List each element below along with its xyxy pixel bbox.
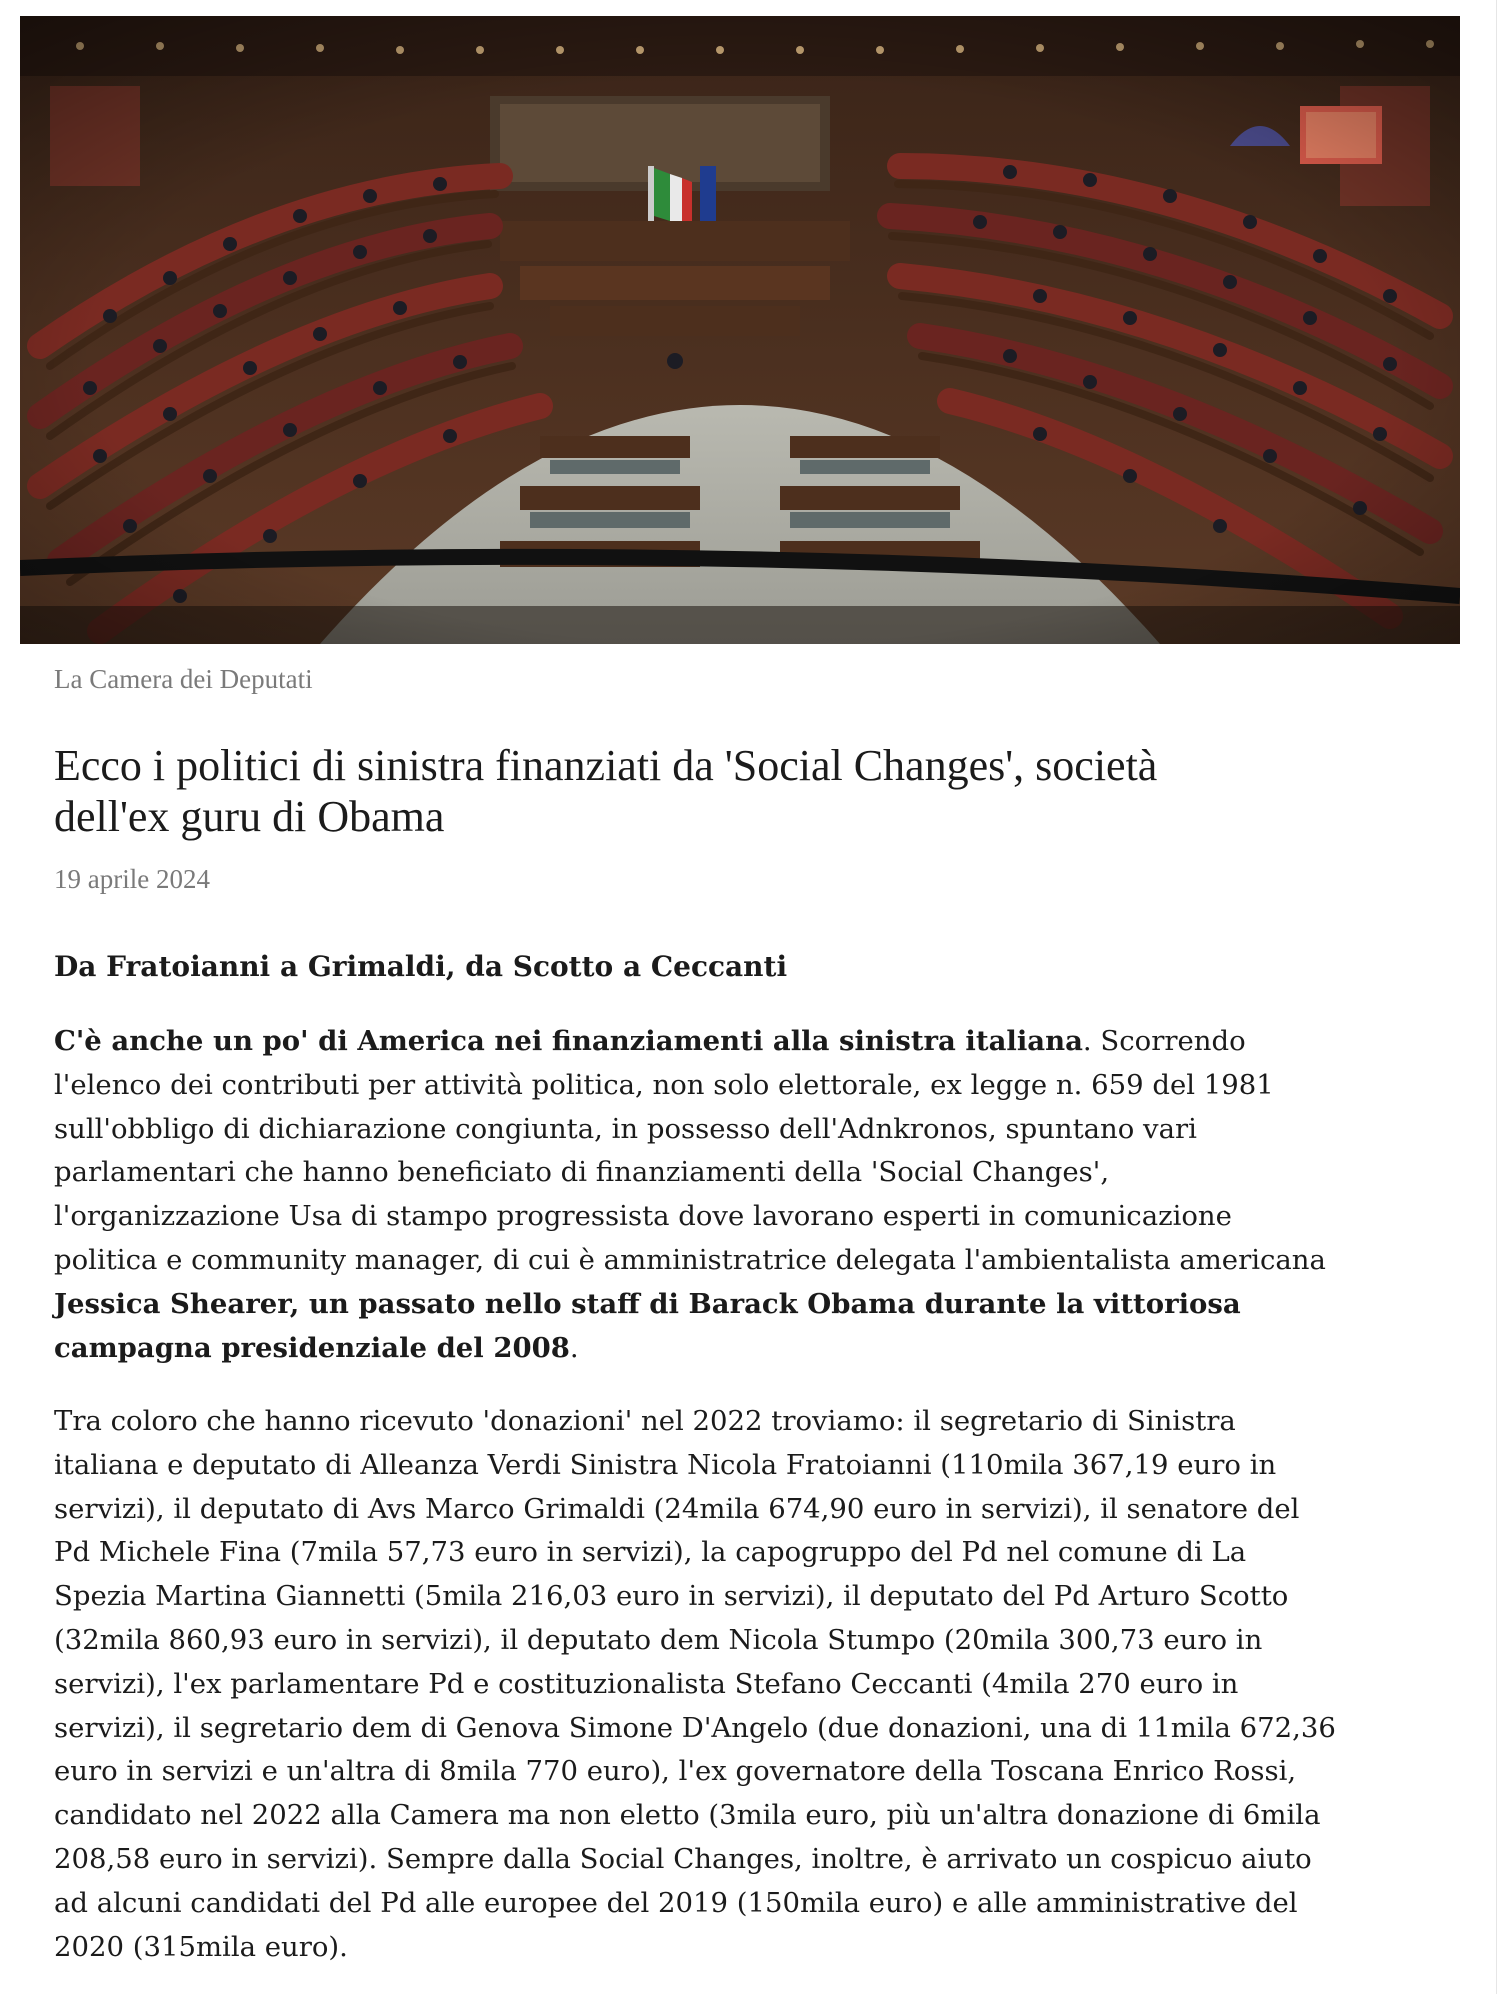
chamber-illustration	[20, 16, 1460, 644]
page-edge-divider	[1496, 0, 1497, 1994]
lead-line-rest: . Scorrendo	[1082, 1025, 1246, 1057]
paragraph-line: ad alcuni candidati del Pd alle europee del 2019 (150mila euro) e alle amministrative del	[54, 1886, 1298, 1919]
headline-line: Ecco i politici di sinistra finanziati da 'Social Changes', società	[54, 741, 1158, 790]
image-caption: La Camera dei Deputati	[54, 664, 313, 694]
article-paragraph-2	[54, 1400, 1434, 1969]
bold-tail-text: Jessica Shearer, un passato nello staff di Barack Obama durante la vittoriosa	[54, 1287, 1241, 1320]
paragraph-line	[54, 1020, 1434, 1064]
lead-bold-text: C'è anche un po' di America nei finanziamenti alla sinistra italiana	[54, 1025, 1083, 1057]
paragraph-line: parlamentari che hanno beneficiato di finanziamenti della 'Social Changes',	[54, 1156, 1110, 1189]
headline-line: dell'ex guru di Obama	[54, 792, 445, 841]
paragraph-line: 2020 (315mila euro).	[54, 1930, 348, 1963]
bold-tail-text: campagna presidenziale del 2008	[54, 1331, 570, 1364]
paragraph-line	[54, 1327, 1434, 1371]
paragraph-line: 208,58 euro in servizi). Sempre dalla Social Changes, inoltre, è arrivato un cospicuo aiuto	[54, 1842, 1312, 1875]
article-paragraph-1	[54, 1020, 1434, 1370]
paragraph-line: l'elenco dei contributi per attività politica, non solo elettorale, ex legge n. 659 del 1981	[54, 1068, 1274, 1101]
paragraph-line: (32mila 860,93 euro in servizi), il deputato dem Nicola Stumpo (20mila 300,73 euro in	[54, 1623, 1263, 1656]
paragraph-line: servizi), l'ex parlamentare Pd e costituzionalista Stefano Ceccanti (4mila 270 euro in	[54, 1667, 1239, 1700]
paragraph-line: candidato nel 2022 alla Camera ma non eletto (3mila euro, più un'altra donazione di 6mila	[54, 1799, 1321, 1832]
publish-date: 19 aprile 2024	[54, 864, 210, 894]
paragraph-line: servizi), il segretario dem di Genova Simone D'Angelo (due donazioni, una di 11mila 672,36	[54, 1711, 1336, 1744]
paragraph-line: servizi), il deputato di Avs Marco Grimaldi (24mila 674,90 euro in servizi), il senatore del	[54, 1492, 1300, 1525]
paragraph-line: euro in servizi e un'altra di 8mila 770 euro), l'ex governatore della Toscana Enrico Rossi,	[54, 1755, 1297, 1788]
paragraph-line: Spezia Martina Giannetti (5mila 216,03 euro in servizi), il deputato del Pd Arturo Scotto	[54, 1580, 1289, 1613]
article-headline	[54, 740, 1414, 842]
paragraph-end: .	[569, 1331, 579, 1364]
paragraph-line: politica e community manager, di cui è amministratrice delegata l'ambientalista americana	[54, 1243, 1326, 1276]
paragraph-line: sull'obbligo di dichiarazione congiunta, in possesso dell'Adnkronos, spuntano vari	[54, 1112, 1197, 1145]
article-subtitle: Da Fratoianni a Grimaldi, da Scotto a Ceccanti	[54, 950, 788, 983]
paragraph-line: Pd Michele Fina (7mila 57,73 euro in servizi), la capogruppo del Pd nel comune di La	[54, 1536, 1247, 1569]
hero-image	[20, 16, 1460, 644]
paragraph-line	[54, 1283, 1434, 1327]
paragraph-line: italiana e deputato di Alleanza Verdi Sinistra Nicola Fratoianni (110mila 367,19 euro in	[54, 1448, 1277, 1481]
paragraph-line: l'organizzazione Usa di stampo progressista dove lavorano esperti in comunicazione	[54, 1200, 1232, 1233]
paragraph-line: Tra coloro che hanno ricevuto 'donazioni' nel 2022 troviamo: il segretario di Sinistra	[54, 1405, 1236, 1437]
